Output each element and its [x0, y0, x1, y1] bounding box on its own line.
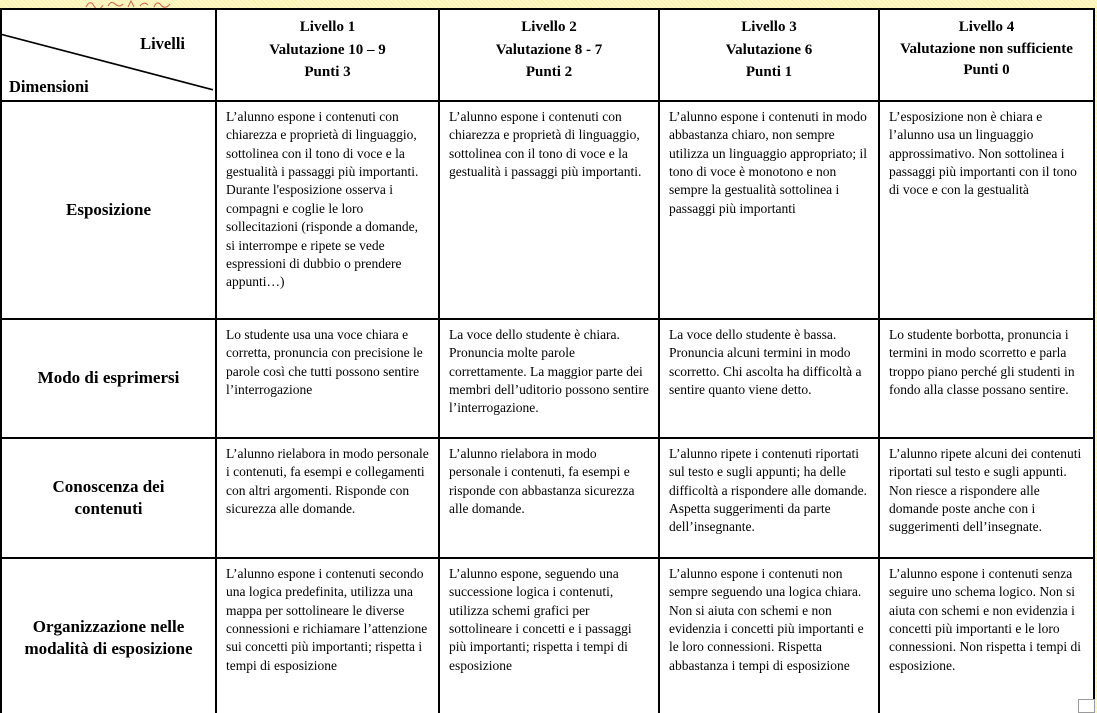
level-punti: Punti 0	[963, 61, 1010, 78]
rubric-table	[0, 8, 1095, 713]
cell-esposizione-l2: L’alunno espone i contenuti con chiarezza e proprietà di linguaggio, sottolinea con il tono di voce e la gestualità i passaggi più importanti.	[439, 101, 659, 319]
level-name: Livello 4	[958, 19, 1015, 35]
level-valutazione: Valutazione 8 - 7	[495, 41, 603, 58]
cell-esposizione-l1: L’alunno espone i contenuti con chiarezza e proprietà di linguaggio, sottolinea con il tono di voce e la gestualità i passaggi più importanti. Durante l'esposizione osserva i compagni e coglie le loro sollecitazioni (risponde a domande, si interrompe e ripete se vede espressioni di dubbio o prendere appunti…)	[216, 101, 439, 319]
cell-esposizione-l4: L’esposizione non è chiara e l’alunno usa un linguaggio approssimativo. Non sottolinea i passaggi più importanti con il tono di voce e con la gestualità	[879, 101, 1094, 319]
cell-modo-l4: Lo studente borbotta, pronuncia i termini in modo scorretto e parla troppo piano perché gli studenti in fondo alla classe possano sentire.	[879, 319, 1094, 438]
level-valutazione: Valutazione non sufficiente	[900, 40, 1073, 57]
table-row-organizzazione	[1, 558, 1094, 713]
header-level-3	[659, 9, 879, 101]
header-level-2	[439, 9, 659, 101]
level-valutazione: Valutazione 6	[725, 41, 813, 58]
table-row-esposizione	[1, 101, 1094, 319]
table-row-modo-di-esprimersi	[1, 319, 1094, 438]
cell-conoscenza-l4: L’alunno ripete alcuni dei contenuti riportati sul testo e sugli appunti. Non riesce a rispondere alle domande poste anche con i suggerimenti dell’insegnate.	[879, 438, 1094, 558]
level-name: Livello 1	[299, 19, 356, 35]
level-name: Livello 3	[741, 19, 797, 35]
cell-modo-l2: La voce dello studente è chiara. Pronuncia molte parole correttamente. La maggior parte dei membri dell’uditorio possono sentire l’interrogazione.	[439, 319, 659, 438]
cell-modo-l1: Lo studente usa una voce chiara e corretta, pronuncia con precisione le parole così che tutti possono sentire l’interrogazione	[216, 319, 439, 438]
table-row-conoscenza	[1, 438, 1094, 558]
level-punti: Punti 2	[525, 64, 573, 80]
level-punti: Punti 1	[745, 64, 793, 80]
cell-modo-l3: La voce dello studente è bassa. Pronuncia alcuni termini in modo scorretto. Chi ascolta ha difficoltà a sentire quanto viene detto.	[659, 319, 879, 438]
level-name: Livello 2	[521, 19, 577, 35]
level-valutazione: Valutazione 10 – 9	[269, 41, 386, 58]
cell-organizzazione-l3: L’alunno espone i contenuti non sempre seguendo una logica chiara. Non si aiuta con schemi e non evidenzia i concetti più importanti e le loro connessioni. Rispetta abbastanza i tempi di esposizione	[659, 558, 879, 713]
corner-label-dimensioni: Dimensioni	[9, 77, 89, 96]
cell-esposizione-l3: L’alunno espone i contenuti in modo abbastanza chiaro, non sempre utilizza un linguaggio appropriato; il tono di voce è monotono e non sempre la gestualità sottolinea i passaggi più importanti	[659, 101, 879, 319]
cell-organizzazione-l1: L’alunno espone i contenuti secondo una logica predefinita, utilizza una mappa per sottolineare le diverse connessioni e richiamare l’attenzione sui concetti più importanti; rispetta i tempi di esposizione	[216, 558, 439, 713]
corner-label-livelli: Livelli	[140, 34, 185, 53]
cell-conoscenza-l3: L’alunno ripete i contenuti riportati sul testo e sugli appunti; ha delle difficoltà a rispondere alle domande. Aspetta suggerimenti da parte dell’insegnante.	[659, 438, 879, 558]
page-corner-artifact	[1078, 699, 1095, 713]
cell-conoscenza-l1: L’alunno rielabora in modo personale i contenuti, fa esempi e collegamenti con altri argomenti. Risponde con sicurezza alle domande.	[216, 438, 439, 558]
cell-organizzazione-l4: L’alunno espone i contenuti senza seguire uno schema logico. Non si aiuta con schemi e non evidenzia i concetti più importanti e le loro connessioni. Non rispetta i tempi di esposizione.	[879, 558, 1094, 713]
level-punti: Punti 3	[304, 64, 351, 80]
header-level-4	[879, 9, 1094, 101]
dimension-label: Modo di esprimersi	[1, 319, 216, 438]
header-row	[1, 9, 1094, 101]
dimension-label: Conoscenza dei contenuti	[1, 438, 216, 558]
header-level-1	[216, 9, 439, 101]
cell-conoscenza-l2: L’alunno rielabora in modo personale i contenuti, fa esempi e risponde con abbastanza sicurezza alle domande.	[439, 438, 659, 558]
corner-header-cell	[1, 9, 216, 101]
dimension-label: Organizzazione nelle modalità di esposizione	[1, 558, 216, 713]
dimension-label: Esposizione	[1, 101, 216, 319]
cell-organizzazione-l2: L’alunno espone, seguendo una successione logica i contenuti, utilizza schemi grafici per sottolineare i concetti e i passaggi più importanti; rispetta i tempi di esposizione	[439, 558, 659, 713]
